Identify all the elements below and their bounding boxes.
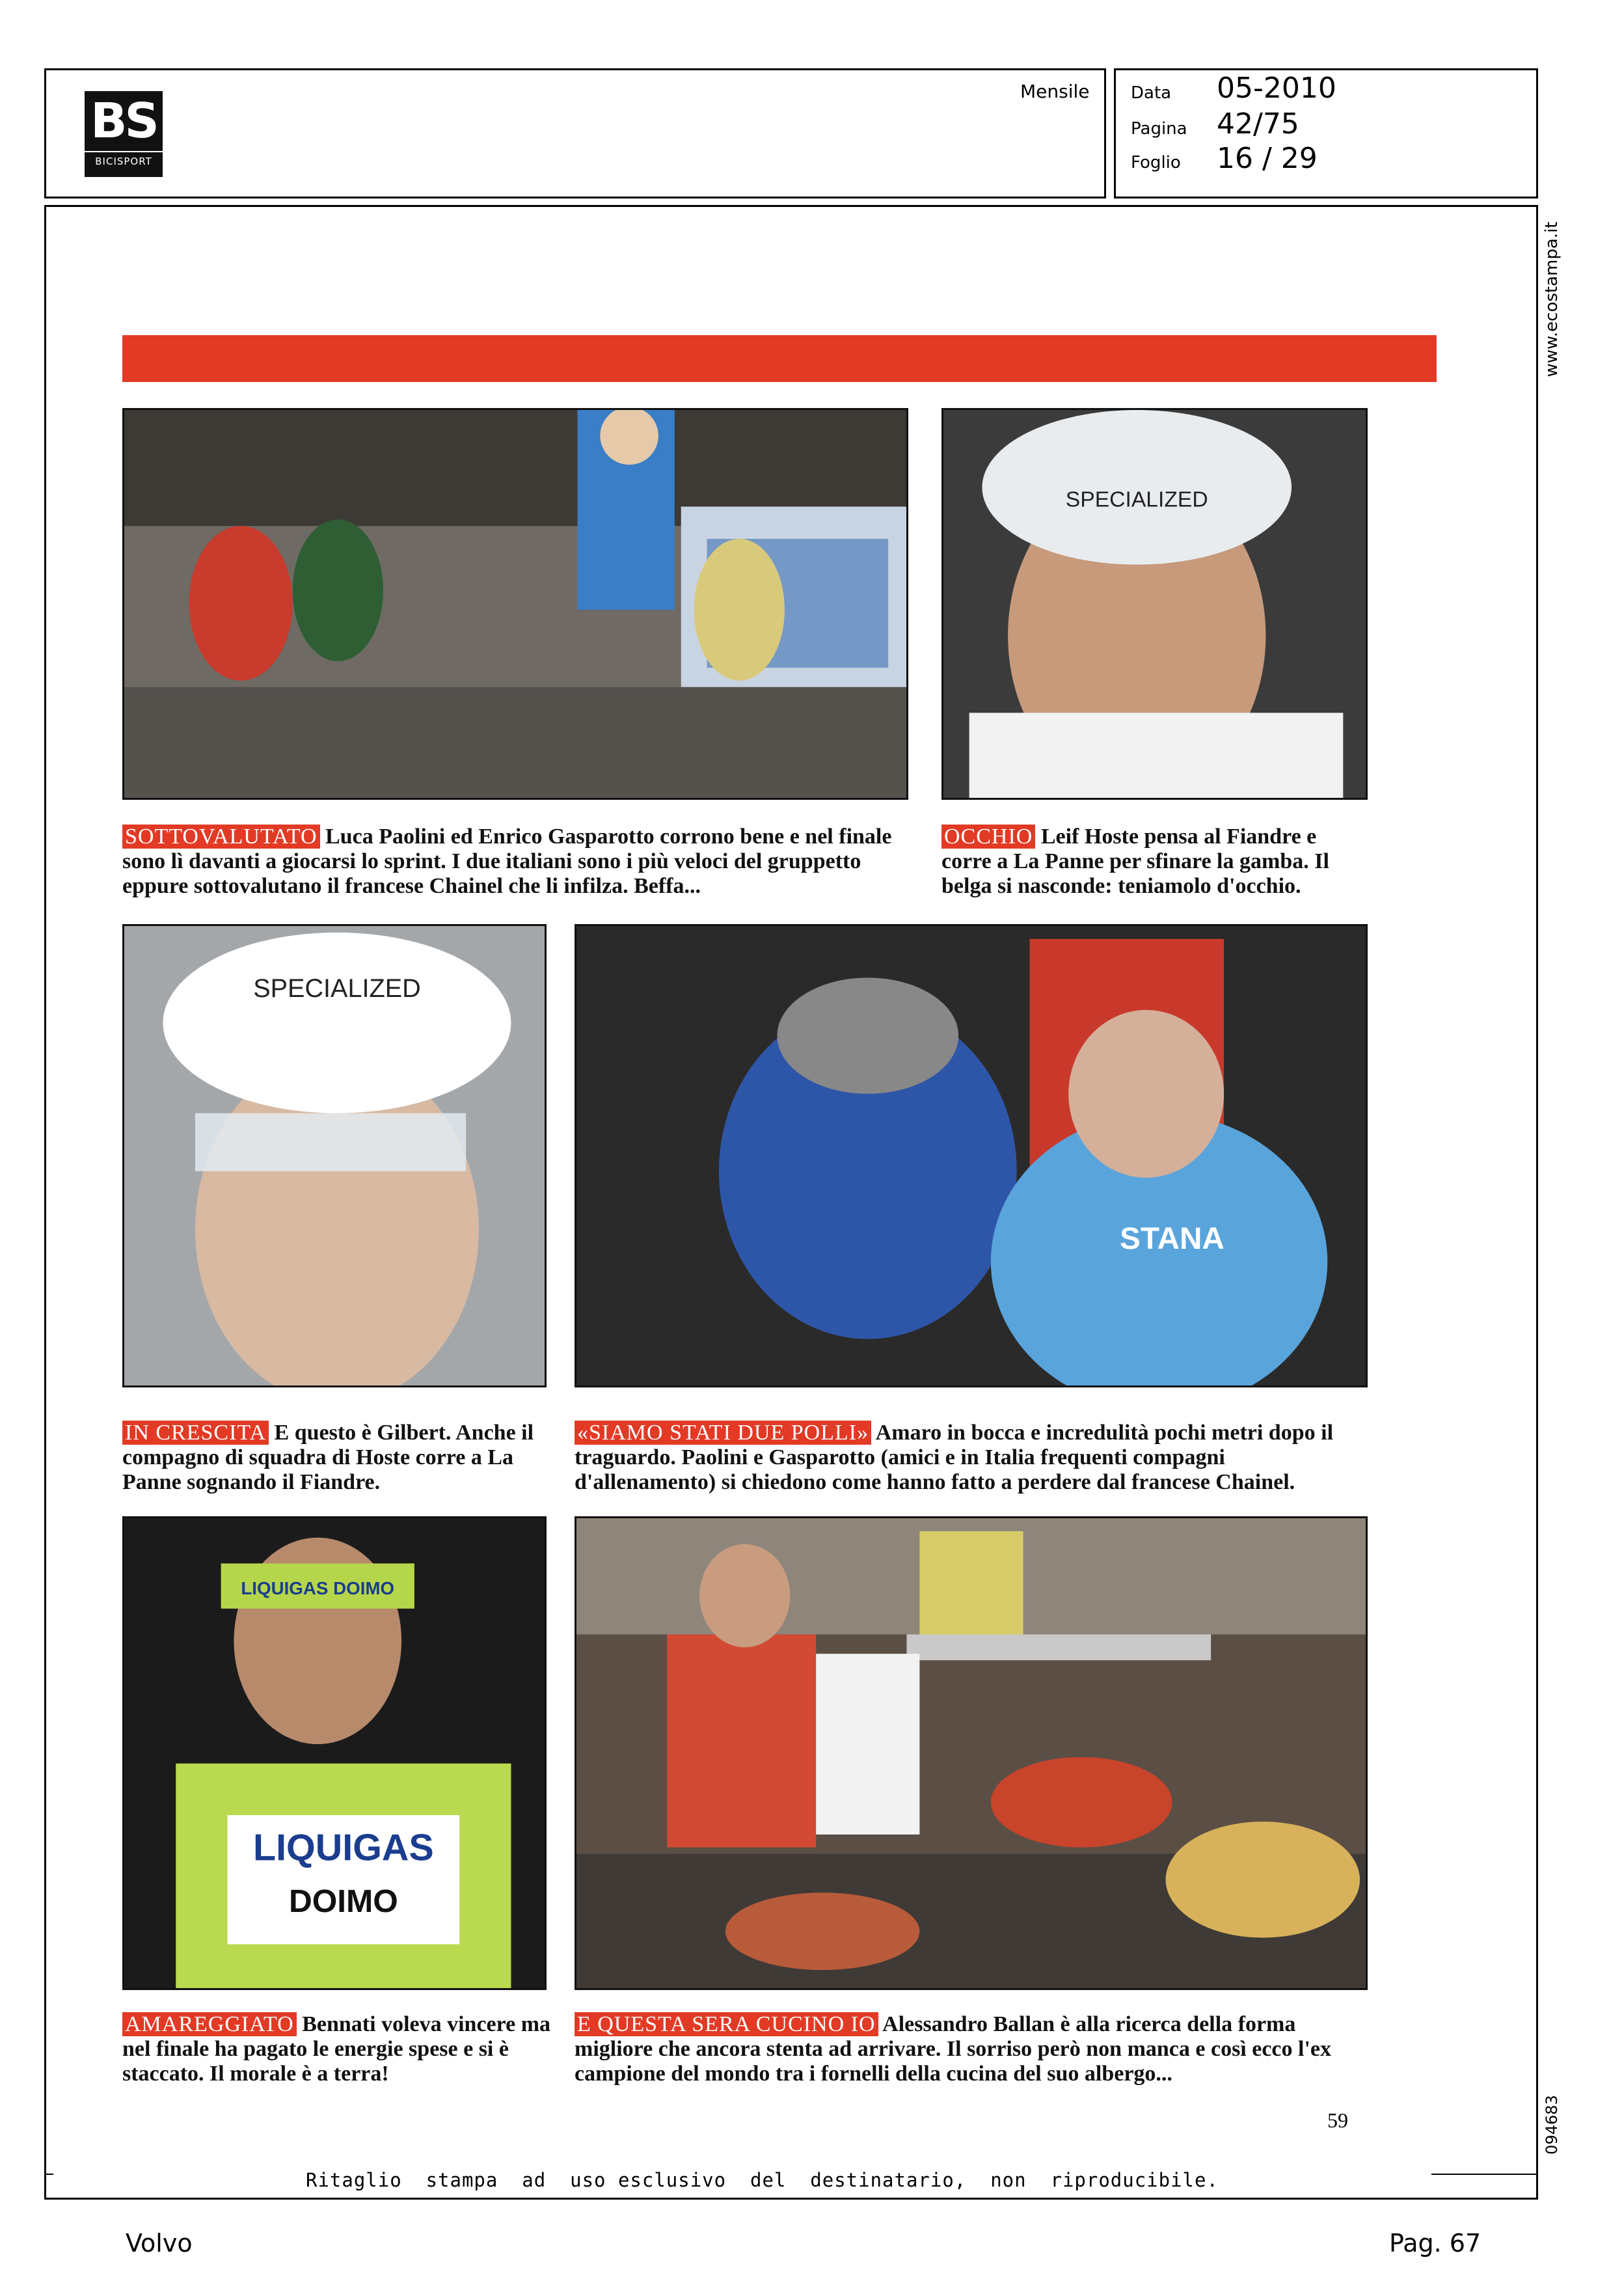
red-header-band bbox=[122, 335, 1437, 382]
bottom-rule-left bbox=[46, 2174, 53, 2175]
side-code: 094683 bbox=[1543, 2095, 1561, 2155]
date-value: 05-2010 bbox=[1217, 72, 1336, 105]
photo-astana-text: STANA bbox=[1120, 1221, 1225, 1256]
side-url: www.ecostampa.it bbox=[1542, 221, 1562, 377]
page-label: Pagina bbox=[1131, 119, 1187, 139]
footer-client: Volvo bbox=[126, 2229, 193, 2258]
page-number: 59 bbox=[1327, 2108, 1348, 2132]
sheet-label: Foglio bbox=[1131, 153, 1181, 172]
sheet-value: 16 / 29 bbox=[1217, 142, 1318, 175]
caption-amareggiato: AMAREGGIATO Bennati voleva vincere ma nel finale ha pagato le energie spese e si è staccato. Il morale è a terra! bbox=[122, 2012, 551, 2086]
magazine-logo: BS BICISPORT bbox=[85, 91, 163, 177]
caption-sottovalutato: SOTTOVALUTATO Luca Paolini ed Enrico Gasparotto corrono bene e nel finale sono lì davanti a giocarsi lo sprint. I due italiani sono i più veloci del gruppetto eppure sottovalutano il francese Chainel che li infilza. Beffa... bbox=[122, 825, 892, 898]
photo-bennati bbox=[122, 1516, 547, 1990]
photo-gilbert bbox=[122, 924, 547, 1387]
caption-siamo-stati-due-polli: «SIAMO STATI DUE POLLI» Amaro in bocca e incredulità pochi metri dopo il traguardo. Paolini e Gasparotto (amici e in Italia frequenti compagni d'allenamento) si chiedono come hanno fatto a perdere dal francese Chainel. bbox=[575, 1421, 1334, 1494]
photo-ballan-kitchen bbox=[575, 1516, 1368, 1990]
bottom-rule-right bbox=[1431, 2174, 1538, 2175]
disclaimer: Ritaglio stampa ad uso esclusivo del destinatario, non riproducibile. bbox=[306, 2169, 1219, 2191]
photo-doimo-text: DOIMO bbox=[288, 1882, 398, 1919]
caption-in-crescita: IN CRESCITA E questo è Gilbert. Anche il compagno di squadra di Hoste corre a La Panne sognando il Fiandre. bbox=[122, 1421, 534, 1494]
caption-occhio: OCCHIO Leif Hoste pensa al Fiandre e corre a La Panne per sfinare la gamba. Il belga si nasconde: teniamolo d'occhio. bbox=[941, 825, 1329, 898]
caption-e-questa-sera-cucino-io: E QUESTA SERA CUCINO IO Alessandro Ballan è alla ricerca della forma migliore che ancora stenta ad arrivare. Il sorriso però non manca e così ecco l'ex campione del mondo tra i fornelli della cucina del suo albergo... bbox=[575, 2012, 1332, 2086]
photo-liquigas-text: LIQUIGAS bbox=[253, 1827, 434, 1869]
frequency-label: Mensile bbox=[1020, 81, 1090, 102]
footer-page: Pag. 67 bbox=[1389, 2229, 1482, 2258]
date-label: Data bbox=[1131, 83, 1172, 103]
photo-paolini-gasparotto bbox=[575, 924, 1368, 1387]
photo-helmet-text-2: SPECIALIZED bbox=[253, 974, 421, 1003]
photo-headband-text: LIQUIGAS DOIMO bbox=[241, 1578, 395, 1599]
header-left-box bbox=[44, 68, 1106, 198]
photo-helmet-text: SPECIALIZED bbox=[1065, 487, 1208, 512]
page-value: 42/75 bbox=[1217, 107, 1299, 141]
photo-sprint-finish bbox=[122, 408, 908, 800]
photo-hoste bbox=[941, 408, 1368, 800]
